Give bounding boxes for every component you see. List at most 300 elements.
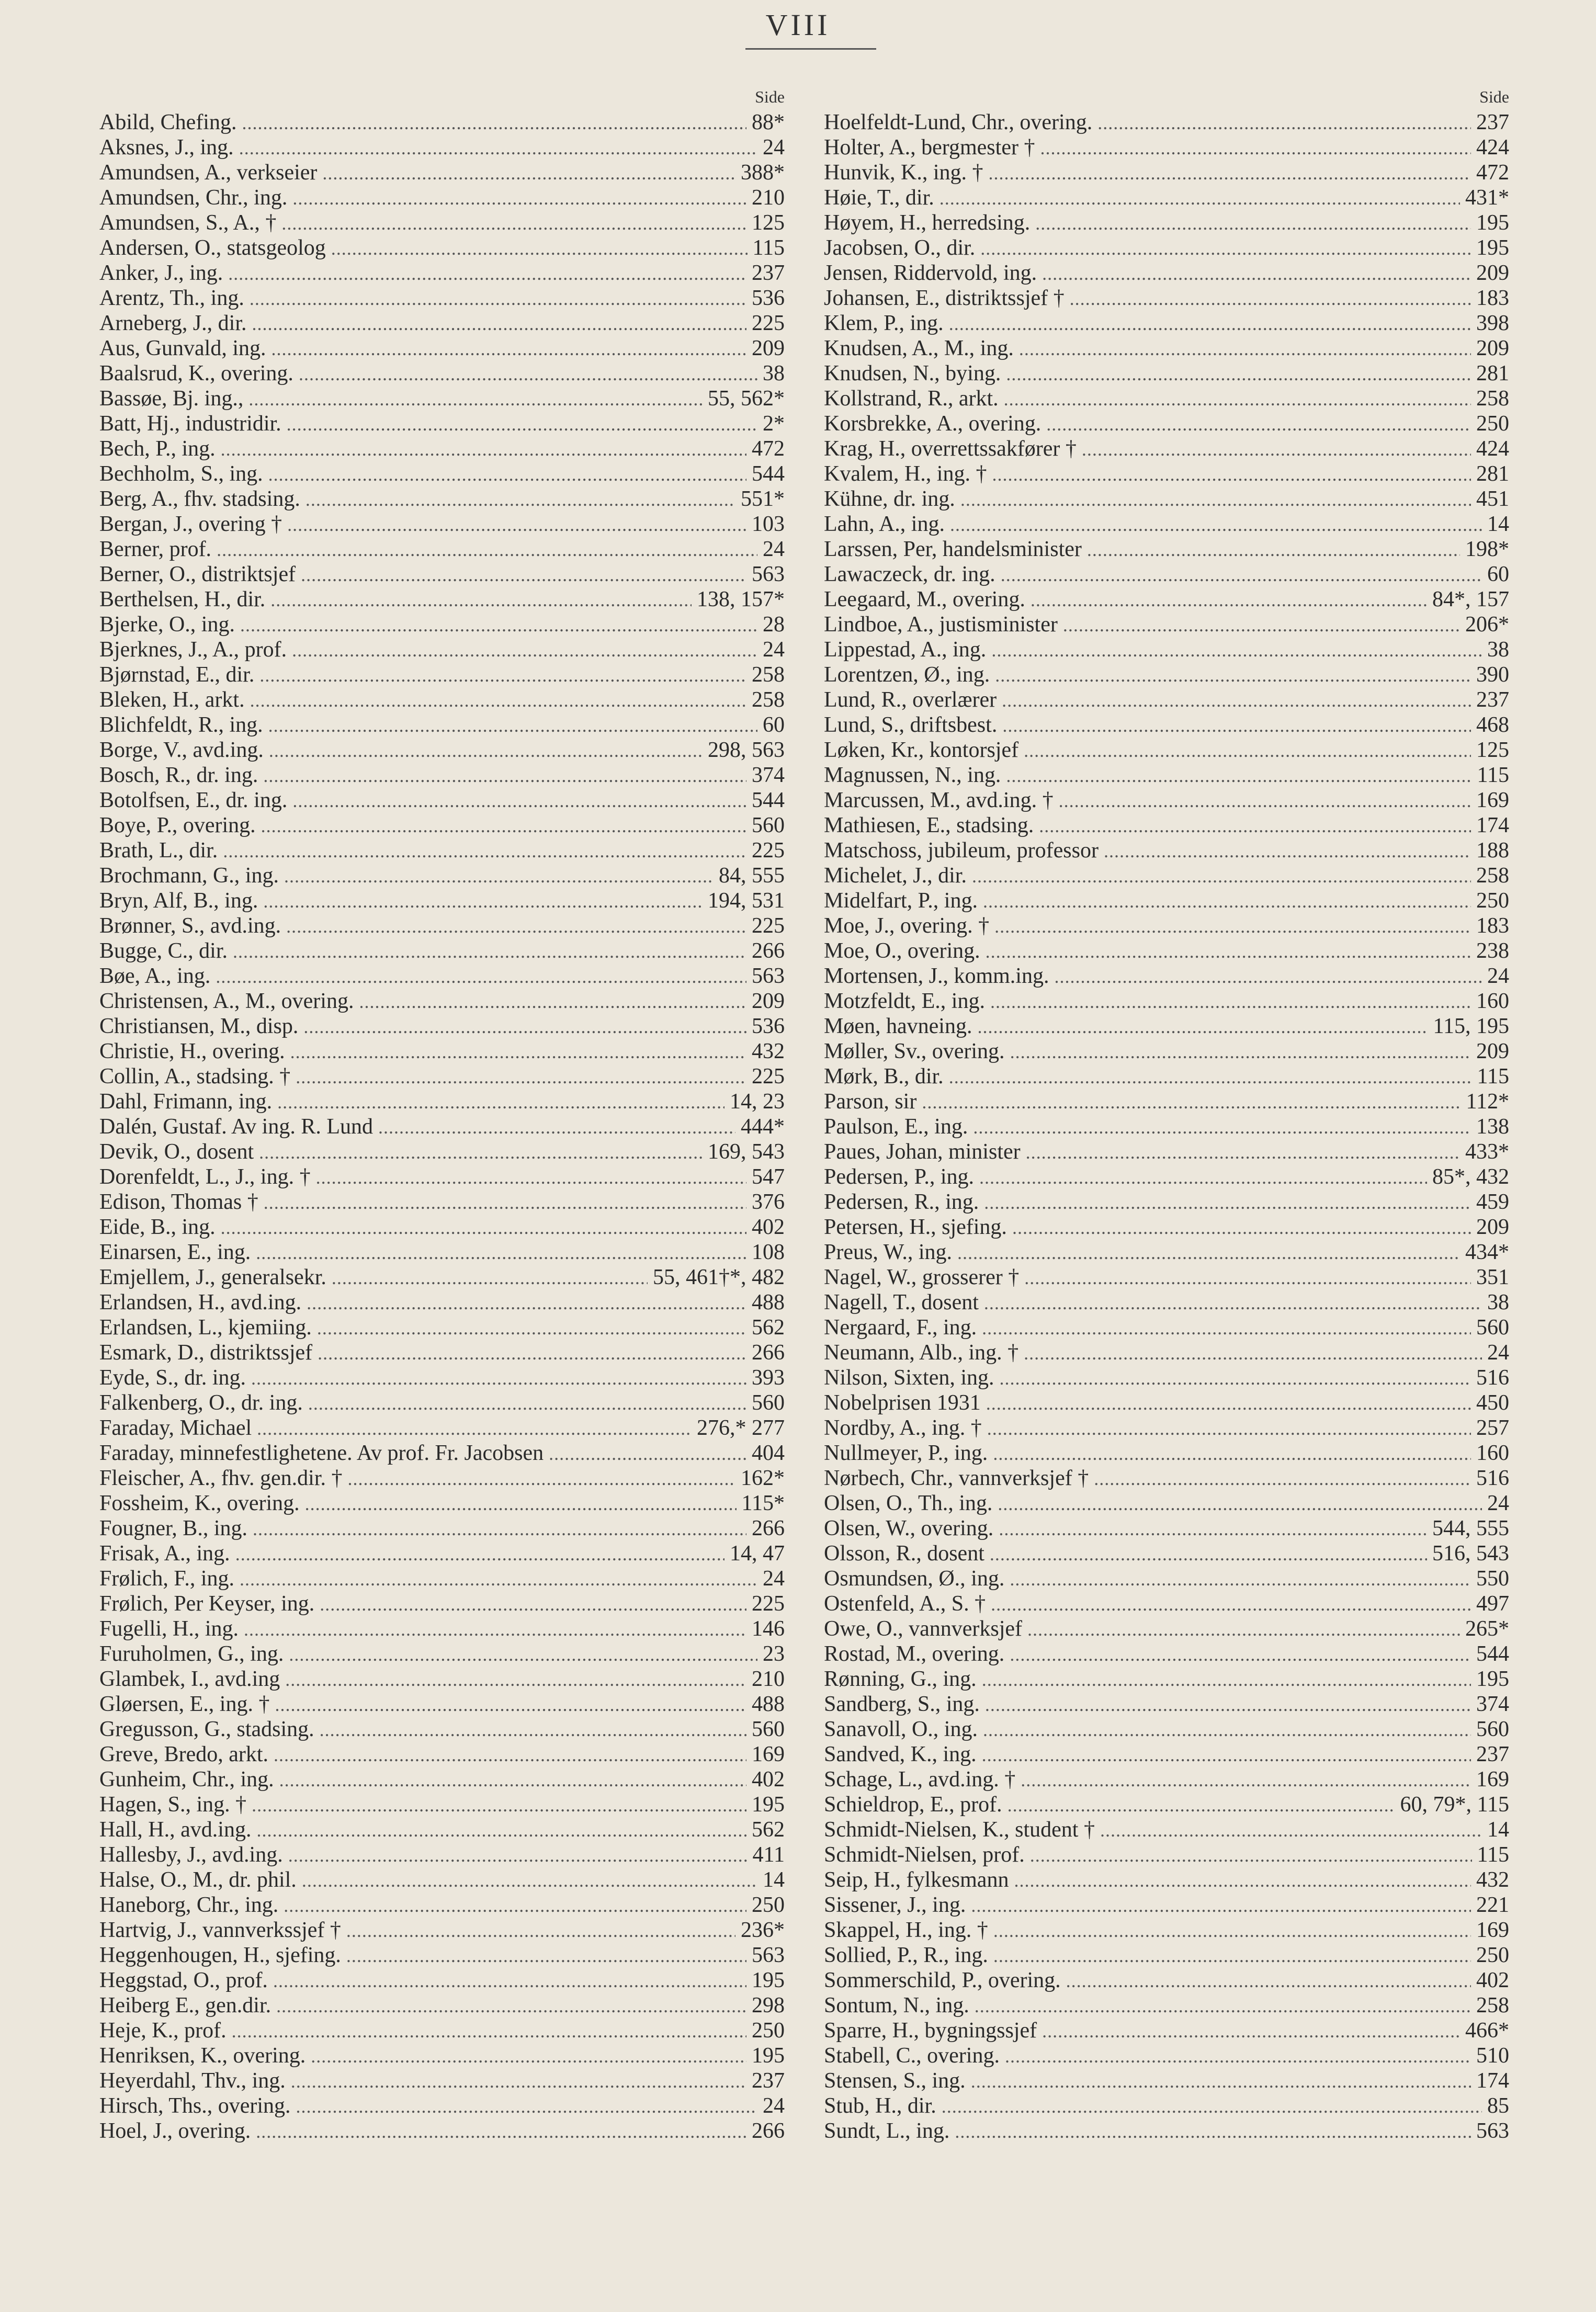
entry-name: Gregusson, G., stadsing.	[99, 1717, 314, 1741]
entry-pages: 38	[1487, 638, 1509, 662]
index-entry	[99, 888, 785, 913]
index-entry	[99, 436, 785, 461]
entry-name: Esmark, D., distriktssjef	[99, 1341, 313, 1365]
entry-pages: 60	[1487, 562, 1509, 586]
dot-leader	[291, 2069, 746, 2094]
entry-pages: 24	[1487, 1491, 1509, 1515]
entry-name: Heggenhougen, H., sjefing.	[99, 1943, 341, 1967]
dot-leader	[289, 1642, 757, 1667]
index-entry	[824, 1867, 1509, 1892]
entry-name: Skappel, H., ing. †	[824, 1918, 988, 1942]
dot-leader	[303, 1014, 746, 1039]
dot-leader	[960, 487, 1471, 512]
dot-leader	[1010, 1642, 1471, 1667]
index-entry	[824, 1616, 1509, 1641]
entry-name: Furuholmen, G., ing.	[99, 1642, 284, 1666]
index-entry	[99, 210, 785, 235]
dot-leader	[1063, 613, 1460, 638]
entry-pages: 459	[1476, 1190, 1509, 1214]
index-entry	[824, 1993, 1509, 2018]
dot-leader	[221, 437, 746, 462]
index-entry	[99, 486, 785, 512]
entry-name: Berner, O., distriktsjef	[99, 562, 296, 586]
index-entry	[99, 160, 785, 185]
index-entry	[99, 1566, 785, 1591]
index-entry	[824, 1892, 1509, 1918]
entry-pages: 183	[1476, 914, 1509, 938]
dot-leader	[348, 1466, 735, 1491]
entry-pages: 2*	[763, 412, 785, 436]
entry-name: Fleischer, A., fhv. gen.dir. †	[99, 1466, 343, 1490]
entry-pages: 424	[1476, 135, 1509, 160]
dot-leader	[1042, 2019, 1460, 2044]
entry-pages: 24	[763, 537, 785, 561]
entry-name: Preus, W., ing.	[824, 1240, 953, 1264]
entry-pages: 281	[1476, 361, 1509, 386]
dot-leader	[922, 1090, 1461, 1115]
dot-leader	[252, 1793, 746, 1818]
index-entry	[99, 2093, 785, 2118]
dot-leader	[242, 110, 746, 135]
entry-name: Nagel, W., grosserer †	[824, 1265, 1020, 1289]
index-entry	[99, 1767, 785, 1792]
index-entry	[824, 1189, 1509, 1215]
entry-name: Høie, T., dir.	[824, 186, 934, 210]
dot-leader	[257, 1416, 692, 1441]
dot-leader	[250, 286, 746, 311]
entry-pages: 393	[752, 1366, 785, 1390]
page-number: VIII	[765, 8, 831, 42]
entry-pages: 225	[752, 1064, 785, 1089]
dot-leader	[221, 1215, 746, 1240]
dot-leader	[1002, 713, 1471, 738]
entry-pages: 160	[1476, 989, 1509, 1013]
dot-leader	[1030, 1843, 1472, 1868]
entry-pages: 60	[763, 713, 785, 737]
entry-name: Brochmann, G., ing.	[99, 864, 279, 888]
entry-name: Bergan, J., overing †	[99, 512, 282, 536]
index-entry	[824, 1842, 1509, 1867]
entry-name: Mathiesen, E., stadsing.	[824, 813, 1034, 837]
entry-pages: 547	[752, 1165, 785, 1189]
entry-name: Frisak, A., ing.	[99, 1542, 230, 1566]
entry-name: Bjørnstad, E., dir.	[99, 663, 255, 687]
entry-pages: 188	[1476, 838, 1509, 863]
dot-leader	[274, 1742, 746, 1767]
index-entry	[99, 788, 785, 813]
index-entry	[99, 1064, 785, 1089]
index-entry	[99, 311, 785, 336]
entry-name: Lorentzen, Ø., ing.	[824, 663, 990, 687]
index-entry	[824, 260, 1509, 286]
entry-name: Hagen, S., ing. †	[99, 1793, 247, 1817]
index-entry	[99, 1892, 785, 1918]
dot-leader	[1004, 387, 1471, 412]
entry-pages: 115	[752, 236, 785, 260]
entry-name: Sollied, P., R., ing.	[824, 1943, 988, 1967]
entry-pages: 88*	[752, 110, 785, 134]
dot-leader	[979, 1165, 1427, 1190]
entry-name: Motzfeldt, E., ing.	[824, 989, 985, 1013]
index-entry	[99, 1215, 785, 1240]
entry-pages: 258	[1476, 1993, 1509, 2018]
dot-leader	[281, 211, 746, 236]
dot-leader	[317, 1316, 746, 1341]
entry-name: Lindboe, A., justisminister	[824, 613, 1058, 637]
entry-name: Schmidt-Nielsen, K., student †	[824, 1818, 1095, 1842]
entry-pages: 174	[1476, 813, 1509, 837]
entry-pages: 115, 195	[1433, 1014, 1509, 1038]
entry-pages: 237	[1476, 688, 1509, 712]
dot-leader	[1104, 838, 1471, 864]
entry-pages: 250	[1476, 412, 1509, 436]
entry-name: Rostad, M., overing.	[824, 1642, 1005, 1666]
index-entry	[99, 1139, 785, 1164]
index-entry	[99, 1491, 785, 1516]
entry-name: Schieldrop, E., prof.	[824, 1793, 1002, 1817]
index-entry	[99, 1541, 785, 1566]
index-entry	[824, 964, 1509, 989]
entry-name: Larssen, Per, handelsminister	[824, 537, 1082, 561]
entry-pages: 24	[763, 135, 785, 160]
dot-leader	[259, 1140, 703, 1165]
dot-leader	[216, 964, 746, 989]
entry-name: Brønner, S., avd.ing.	[99, 914, 281, 938]
entry-pages: 560	[1476, 1316, 1509, 1340]
entry-name: Krag, H., overrettssakfører †	[824, 437, 1077, 461]
dot-leader	[998, 1491, 1482, 1516]
index-entry	[824, 2043, 1509, 2068]
index-entry	[824, 461, 1509, 486]
dot-leader	[1010, 1567, 1471, 1592]
dot-leader	[292, 186, 746, 211]
index-entry	[824, 1667, 1509, 1692]
dot-leader	[279, 1767, 746, 1793]
dot-leader	[332, 1265, 648, 1290]
entry-name: Kollstrand, R., arkt.	[824, 387, 999, 411]
index-entry	[99, 712, 785, 738]
index-entry	[99, 512, 785, 537]
entry-pages: 138, 157*	[697, 587, 785, 611]
index-entry	[824, 2018, 1509, 2043]
entry-pages: 225	[752, 914, 785, 938]
entry-pages: 24	[763, 1567, 785, 1591]
index-entry	[824, 1340, 1509, 1365]
dot-leader	[983, 1717, 1471, 1742]
entry-pages: 266	[752, 2119, 785, 2143]
dot-leader	[287, 412, 757, 437]
index-entry	[99, 1365, 785, 1390]
dot-leader	[285, 1667, 746, 1692]
dot-leader	[270, 587, 692, 613]
entry-pages: 237	[1476, 1742, 1509, 1766]
index-entry	[824, 185, 1509, 210]
index-entries-right	[824, 110, 1509, 2144]
entry-pages: 488	[752, 1692, 785, 1716]
entry-name: Glambek, I., avd.ing	[99, 1667, 280, 1691]
dot-leader	[248, 387, 703, 412]
entry-pages: 468	[1476, 713, 1509, 737]
entry-pages: 195	[752, 1793, 785, 1817]
dot-leader	[1005, 2044, 1471, 2069]
dot-leader	[252, 311, 746, 336]
entry-pages: 195	[1476, 211, 1509, 235]
dot-leader	[990, 1542, 1427, 1567]
dot-leader	[250, 688, 746, 713]
entry-name: Heggstad, O., prof.	[99, 1968, 268, 1992]
entry-name: Bugge, C., dir.	[99, 939, 228, 963]
index-entry	[99, 2118, 785, 2144]
index-entry	[99, 1039, 785, 1064]
dot-leader	[316, 1165, 746, 1190]
index-entry	[99, 1943, 785, 1968]
index-entry	[824, 386, 1509, 411]
entry-pages: 14	[763, 1868, 785, 1892]
entry-name: Devik, O., dosent	[99, 1140, 254, 1164]
index-entry	[824, 1215, 1509, 1240]
index-entry	[824, 1441, 1509, 1466]
entry-name: Olsen, W., overing.	[824, 1516, 994, 1540]
index-entry	[99, 1441, 785, 1466]
entry-name: Bassøe, Bj. ing.,	[99, 387, 244, 411]
entry-pages: 434*	[1465, 1240, 1509, 1264]
entry-pages: 351	[1476, 1265, 1509, 1289]
dot-leader	[277, 1090, 725, 1115]
dot-leader	[992, 462, 1471, 487]
entry-pages: 265*	[1465, 1617, 1509, 1641]
entry-pages: 551*	[741, 487, 785, 511]
dot-leader	[986, 939, 1471, 964]
index-entry	[99, 1240, 785, 1265]
dot-leader	[268, 713, 757, 738]
dot-leader	[950, 512, 1482, 537]
entry-name: Hoelfeldt-Lund, Chr., overing.	[824, 110, 1093, 134]
entry-pages: 60, 79*, 115	[1400, 1793, 1509, 1817]
index-entry	[824, 1641, 1509, 1667]
entry-pages: 497	[1476, 1592, 1509, 1616]
index-entry	[824, 135, 1509, 160]
entry-pages: 169	[1476, 1767, 1509, 1792]
entry-pages: 472	[752, 437, 785, 461]
entry-name: Erlandsen, H., avd.ing.	[99, 1290, 302, 1314]
entry-pages: 451	[1476, 487, 1509, 511]
dot-leader	[244, 1617, 746, 1642]
entry-name: Petersen, H., sjefing.	[824, 1215, 1007, 1239]
entry-pages: 560	[752, 1717, 785, 1741]
index-entry	[99, 863, 785, 888]
entry-name: Paulson, E., ing.	[824, 1115, 968, 1139]
dot-leader	[346, 1943, 746, 1968]
entry-pages: 536	[752, 1014, 785, 1038]
dot-leader	[1094, 1466, 1471, 1491]
dot-leader	[987, 1416, 1471, 1441]
entry-pages: 238	[1476, 939, 1509, 963]
entry-pages: 237	[1476, 110, 1509, 134]
entry-pages: 28	[763, 613, 785, 637]
dot-leader	[1000, 1366, 1471, 1391]
entry-name: Sissener, J., ing.	[824, 1893, 966, 1917]
entry-pages: 198*	[1465, 537, 1509, 561]
index-entry	[99, 687, 785, 712]
entry-name: Bjerke, O., ing.	[99, 613, 235, 637]
entry-pages: 402	[1476, 1968, 1509, 1992]
entry-name: Parson, sir	[824, 1090, 917, 1114]
index-entry	[99, 763, 785, 788]
entry-pages: 374	[752, 763, 785, 787]
index-entry	[99, 1290, 785, 1315]
index-entry	[824, 1390, 1509, 1415]
page-number-rule	[745, 48, 876, 50]
entry-pages: 209	[1476, 336, 1509, 360]
dot-leader	[990, 989, 1471, 1014]
dot-leader	[292, 788, 746, 813]
entry-name: Kvalem, H., ing. †	[824, 462, 987, 486]
index-entry	[99, 286, 785, 311]
entry-name: Blichfeldt, R., ing.	[99, 713, 263, 737]
dot-leader	[1010, 1039, 1471, 1064]
dot-leader	[1012, 1215, 1471, 1240]
entry-name: Stub, H., dir.	[824, 2094, 936, 2118]
entry-pages: 210	[752, 186, 785, 210]
entry-pages: 55, 562*	[708, 387, 785, 411]
dot-leader	[1001, 562, 1482, 587]
entry-name: Christiansen, M., disp.	[99, 1014, 299, 1038]
entry-pages: 432	[1476, 1868, 1509, 1892]
index-entry	[824, 1566, 1509, 1591]
index-entry	[824, 562, 1509, 587]
entry-name: Owe, O., vannverksjef	[824, 1617, 1023, 1641]
index-entry	[824, 1491, 1509, 1516]
entry-pages: 390	[1476, 663, 1509, 687]
dot-leader	[993, 1441, 1471, 1466]
index-entry	[99, 1993, 785, 2018]
entry-pages: 562	[752, 1316, 785, 1340]
entry-pages: 169	[752, 1742, 785, 1766]
entry-name: Haneborg, Chr., ing.	[99, 1893, 279, 1917]
dot-leader	[228, 261, 746, 286]
entry-pages: 433*	[1465, 1140, 1509, 1164]
entry-pages: 466*	[1465, 2019, 1509, 2043]
dot-leader	[1002, 688, 1471, 713]
index-entry	[99, 938, 785, 964]
dot-leader	[984, 1290, 1482, 1316]
index-entry	[99, 1842, 785, 1867]
index-entry	[824, 1792, 1509, 1817]
dot-leader	[1026, 1140, 1460, 1165]
entry-name: Bech, P., ing.	[99, 437, 216, 461]
entry-pages: 258	[1476, 864, 1509, 888]
dot-leader	[268, 462, 746, 487]
dot-leader	[986, 1391, 1471, 1416]
dot-leader	[1027, 1617, 1460, 1642]
index-entry	[824, 2068, 1509, 2093]
entry-pages: 544, 555	[1432, 1516, 1509, 1540]
index-entry	[99, 361, 785, 386]
entry-name: Frølich, F., ing.	[99, 1567, 234, 1591]
dot-leader	[1087, 537, 1460, 562]
index-entry	[99, 1265, 785, 1290]
index-entry	[824, 637, 1509, 662]
entry-name: Sommerschild, P., overing.	[824, 1968, 1061, 1992]
entry-name: Dahl, Frimann, ing.	[99, 1090, 273, 1114]
dot-leader	[284, 864, 714, 889]
index-entry	[824, 838, 1509, 863]
dot-leader	[977, 1014, 1428, 1039]
index-entry	[824, 1591, 1509, 1616]
entry-name: Rønning, G., ing.	[824, 1667, 977, 1691]
index-entry	[824, 210, 1509, 235]
entry-name: Andersen, O., statsgeolog	[99, 236, 326, 260]
index-entry	[824, 888, 1509, 913]
index-entry	[824, 1516, 1509, 1541]
dot-leader	[233, 939, 746, 964]
entry-pages: 174	[1476, 2069, 1509, 2093]
entry-pages: 563	[752, 1943, 785, 1967]
entry-name: Moe, O., overing.	[824, 939, 980, 963]
dot-leader	[982, 1667, 1471, 1692]
entry-pages: 24	[1487, 1341, 1509, 1365]
entry-name: Hirsch, Ths., overing.	[99, 2094, 291, 2118]
index-entry	[99, 1867, 785, 1892]
index-entry	[824, 989, 1509, 1014]
index-entry	[824, 537, 1509, 562]
entry-name: Fugelli, H., ing.	[99, 1617, 239, 1641]
entry-pages: 544	[752, 462, 785, 486]
entry-name: Osmundsen, Ø., ing.	[824, 1567, 1005, 1591]
entry-name: Bleken, H., arkt.	[99, 688, 245, 712]
index-entry	[824, 1265, 1509, 1290]
dot-leader	[973, 1115, 1471, 1140]
index-entries-left	[99, 110, 785, 2144]
entry-name: Dorenfeldt, L., J., ing. †	[99, 1165, 311, 1189]
entry-name: Klem, P., ing.	[824, 311, 944, 335]
dot-leader	[982, 1742, 1471, 1767]
index-entry	[99, 662, 785, 687]
dot-leader	[296, 2094, 757, 2119]
index-entry	[99, 1164, 785, 1189]
entry-pages: 376	[752, 1190, 785, 1214]
entry-pages: 24	[1487, 964, 1509, 988]
dot-leader	[296, 1064, 746, 1090]
entry-name: Aus, Gunvald, ing.	[99, 336, 266, 360]
entry-name: Marcussen, M., avd.ing. †	[824, 788, 1054, 812]
index-entry	[824, 1089, 1509, 1114]
entry-pages: 14	[1487, 1818, 1509, 1842]
entry-pages: 38	[1487, 1290, 1509, 1314]
index-entry	[99, 562, 785, 587]
index-entry	[824, 662, 1509, 687]
dot-leader	[999, 1516, 1427, 1542]
index-entry	[824, 1415, 1509, 1441]
index-entry	[824, 738, 1509, 763]
index-entry	[99, 260, 785, 286]
index-entry	[99, 1014, 785, 1039]
entry-name: Lawaczeck, dr. ing.	[824, 562, 995, 586]
entry-name: Einarsen, E., ing.	[99, 1240, 251, 1264]
entry-name: Bryn, Alf, B., ing.	[99, 889, 258, 913]
entry-name: Stensen, S., ing.	[824, 2069, 966, 2093]
entry-name: Bøe, A., ing.	[99, 964, 211, 988]
entry-name: Heyerdahl, Thv., ing.	[99, 2069, 286, 2093]
entry-pages: 388*	[741, 161, 785, 185]
dot-leader	[263, 889, 703, 914]
column-header: Side	[1479, 87, 1509, 106]
entry-pages: 472	[1476, 161, 1509, 185]
index-entry	[99, 1415, 785, 1441]
dot-leader	[256, 2119, 746, 2144]
dot-leader	[256, 1818, 746, 1843]
entry-pages: 195	[1476, 236, 1509, 260]
